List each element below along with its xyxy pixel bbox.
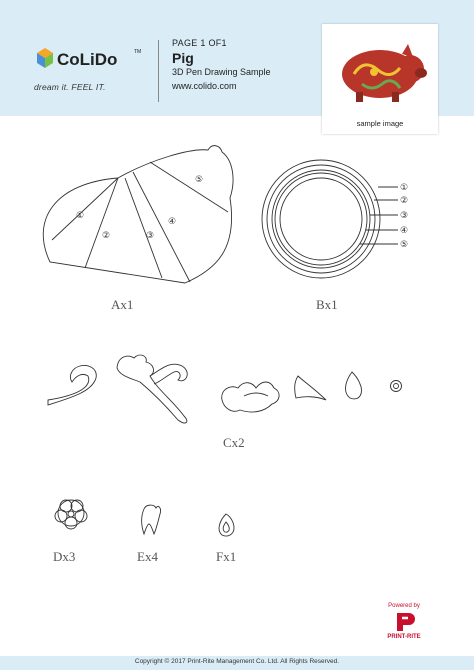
part-a-num-4: ④ (168, 217, 177, 227)
website-link[interactable]: www.colido.com (172, 81, 237, 91)
part-c-leafy-stem (117, 355, 187, 423)
part-c-eye-outer (391, 381, 402, 392)
part-a-num-3: ③ (146, 231, 155, 241)
part-c-petal (346, 372, 362, 399)
part-b-label: Bx1 (316, 297, 338, 312)
part-b-num-5: ⑤ (400, 240, 409, 250)
part-d-flower (55, 500, 87, 529)
page-title: Pig (172, 50, 194, 66)
footer-band (0, 656, 474, 670)
part-c-swirl (48, 366, 96, 406)
part-a-num-1: ① (76, 211, 85, 221)
sample-caption: sample image (356, 119, 404, 128)
tagline: dream it. FEEL IT. (34, 82, 106, 92)
part-f-drop (219, 514, 234, 536)
part-c-leaf-spray (222, 382, 279, 412)
part-e-tooth (142, 505, 161, 534)
part-a-shape (43, 146, 233, 283)
part-b-num-1: ① (400, 183, 409, 193)
part-a-num-5: ⑤ (195, 175, 204, 185)
part-f-label: Fx1 (216, 549, 237, 564)
page-number: PAGE 1 OF1 (172, 38, 227, 48)
page-subtitle: 3D Pen Drawing Sample (172, 67, 271, 77)
part-a-label: Ax1 (111, 297, 134, 312)
powered-by (374, 603, 434, 640)
part-b-num-4: ④ (400, 226, 409, 236)
part-e-label: Ex4 (137, 549, 158, 564)
part-b-num-3: ③ (400, 211, 409, 221)
part-c-label: Cx2 (223, 435, 245, 450)
part-b-num-2: ② (400, 196, 409, 206)
part-c-ear (295, 376, 326, 400)
part-d-label: Dx3 (53, 549, 76, 564)
part-c-eye-inner (394, 384, 399, 389)
part-b-rings (262, 160, 398, 278)
powered-by-text: Powered by (388, 603, 420, 609)
print-rite-brand: PRINT-RITE (387, 634, 421, 640)
part-a-num-2: ② (102, 231, 111, 241)
copyright-text: Copyright © 2017 Print-Rite Management Co. Ltd. All Rights Reserved. (134, 658, 340, 665)
brand-text: CoLiDo (57, 50, 118, 69)
print-rite-logo-icon (391, 611, 417, 633)
trademark: TM (134, 49, 142, 55)
